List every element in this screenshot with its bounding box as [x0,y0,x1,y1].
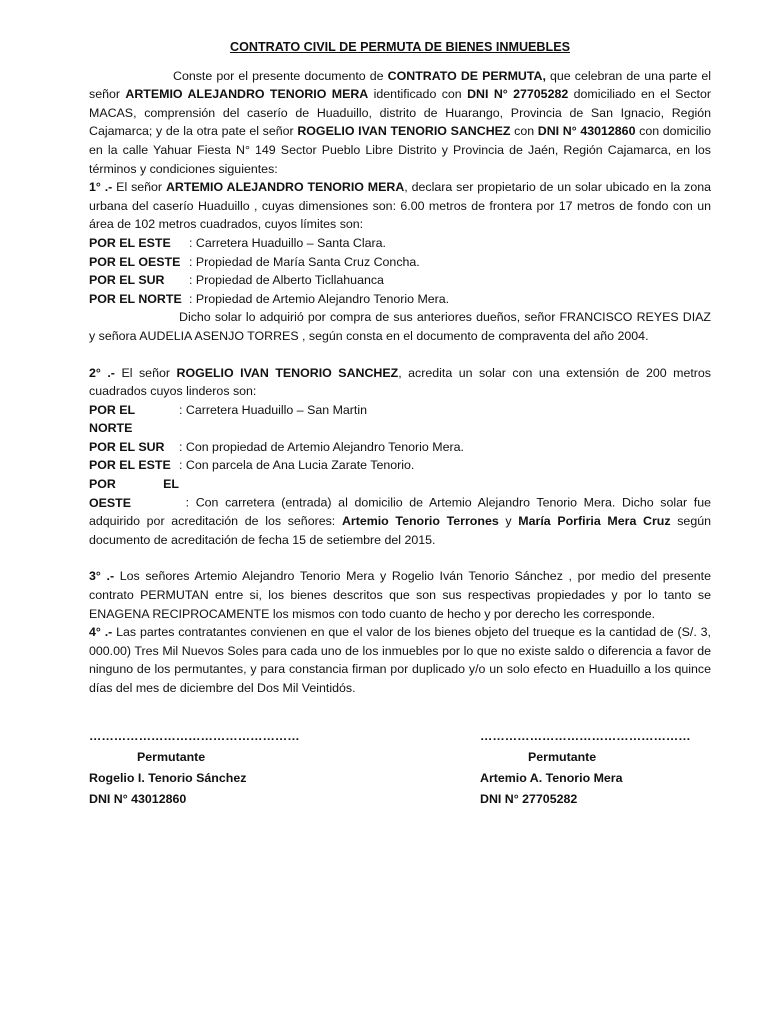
clause-number: 4° .- [89,625,113,640]
clause-1-boundaries [89,234,711,308]
boundary-label: POR EL OESTE [89,254,181,269]
signer-role: Permutante [528,750,597,764]
intro-text: con [510,124,538,139]
signature-line: …………………………………………… [480,729,691,743]
party-name: ARTEMIO ALEJANDRO TENORIO MERA [165,180,405,195]
intro-text: con domicilio en la calle Yahuar Fiesta N° 149 Sector Pueblo Libre Distrito y Provincia de Jaén, Región Cajamarca, en los términos y condiciones siguientes: [89,124,711,176]
boundary-value: : Con propiedad de Artemio Alejandro Tenorio Mera. [179,439,464,454]
boundary-value: : Propiedad de Artemio Alejandro Tenorio Mera. [189,291,450,306]
boundary-value: : Propiedad de María Santa Cruz Concha. [189,254,420,269]
clause-text: El señor [114,365,177,380]
boundary-label: POR EL NORTE [89,291,182,306]
clause-4 [89,623,711,697]
signer-dni: DNI N° 43012860 [89,792,187,806]
clause-2 [89,364,711,401]
signer-role: Permutante [137,750,206,764]
clause-text: , acredita un solar con una extensión de 200 metros cuadrados cuyos linderos son: [89,365,711,399]
boundary-label: POR EL ESTE [89,458,171,473]
clause-text: Los señores Artemio Alejandro Tenorio Mera y Rogelio Iván Tenorio Sánchez , por medio del presente contrato PERMUTAN entre si, los bienes descritos que son sus respectivas propiedades y por lo tanto se ENAGENA RECIPROCAMENTE los mismos con todo cuanto de hecho y por derecho les corresponde. [89,569,712,621]
clause-2-west-boundary [89,475,711,549]
boundary-value: y [498,514,519,529]
party-name: ROGELIO IVAN TENORIO SANCHEZ [176,365,399,380]
boundary-value: : Carretera Huaduillo – San Martin [179,402,368,417]
intro-bold: CONTRATO DE PERMUTA, [387,68,546,83]
signature-left [89,726,329,810]
boundary-value: : Con carretera (entrada) al domicilio de Artemio Alejandro Tenorio Mera. Dicho solar fue adquirido por acreditación de los señores: [89,495,711,529]
boundary-value: : Carretera Huaduillo – Santa Clara. [189,235,386,250]
intro-text: domiciliado en el Sector MACAS, comprensión del caserío de Huaduillo, distrito de Huarango, Provincia de San Ignacio, Región Cajamarca; y de la otra pate el señor [89,87,712,139]
clause-number: 3° .- [89,569,115,584]
boundary-row [89,253,711,272]
intro-text: que celebran de una parte el señor [89,68,712,102]
clause-number: 2° .- [89,365,115,380]
clause-number: 1° .- [89,180,113,195]
boundary-label: POR EL SUR [89,273,165,288]
party-dni: DNI N° 43012860 [537,124,636,139]
signature-block [0,726,768,816]
boundary-value: : Con parcela de Ana Lucia Zarate Tenorio. [179,458,415,473]
party-name: ROGELIO IVAN TENORIO SANCHEZ [297,124,511,139]
clause-text: , declara ser propietario de un solar ubicado en la zona urbana del caserío Huaduillo , cuyas dimensiones son: 6.00 metros de frontera por 17 metros de fondo con un área de 102 metros cuadrados, cuyos límites son: [89,180,712,232]
boundary-row [89,290,711,309]
boundary-row [89,234,711,253]
boundary-label: POR EL NORTE [89,402,135,436]
clause-2-boundaries [89,401,711,475]
clause-text: Las partes contratantes convienen en que el valor de los bienes objeto del trueque es la cantidad de (S/. 3, 000.00) Tres Mil Nuevos Soles para cada uno de los inmuebles por lo que no existe saldo o diferencia a favor de ninguno de los permutantes, y para constancia firman por duplicado y/o un solo efecto en Huaduillo a los quince días del mes de diciembre del Dos Mil Veintidós. [89,625,711,695]
boundary-value: : Propiedad de Alberto Ticllahuanca [189,273,384,288]
clause-1-closing: Dicho solar lo adquirió por compra de sus anteriores dueños, señor FRANCISCO REYES DIAZ y señora AUDELIA ASENJO TORRES , según consta en el documento de compraventa del año 2004. [89,310,711,343]
signer-name: Rogelio I. Tenorio Sánchez [89,771,247,785]
clause-1 [89,178,711,234]
party-name: ARTEMIO ALEJANDRO TENORIO MERA [125,87,369,102]
clause-3 [89,567,711,623]
signer-dni: DNI N° 27705282 [480,792,578,806]
boundary-row [89,456,711,475]
document-title: CONTRATO CIVIL DE PERMUTA DE BIENES INMUEBLES [229,40,571,54]
boundary-row [89,401,711,438]
party-dni: DNI N° 27705282 [467,87,569,102]
boundary-row [89,438,711,457]
signature-right [480,726,720,810]
boundary-label: POR EL OESTE [89,477,179,510]
intro-text: Conste por el presente documento de [173,68,388,83]
signature-line: …………………………………………… [89,729,300,743]
boundary-label: POR EL ESTE [89,235,171,250]
boundary-row [89,271,711,290]
boundary-value: según documento de acreditación de fecha 15 de setiembre del 2015. [89,514,711,547]
grantor-name: María Porfiria Mera Cruz [518,514,671,529]
intro-paragraph [89,67,711,179]
intro-text: identificado con [368,87,468,102]
grantor-name: Artemio Tenorio Terrones [341,514,499,529]
boundary-label: POR EL SUR [89,439,165,454]
clause-text: El señor [112,180,166,195]
signer-name: Artemio A. Tenorio Mera [480,771,623,785]
